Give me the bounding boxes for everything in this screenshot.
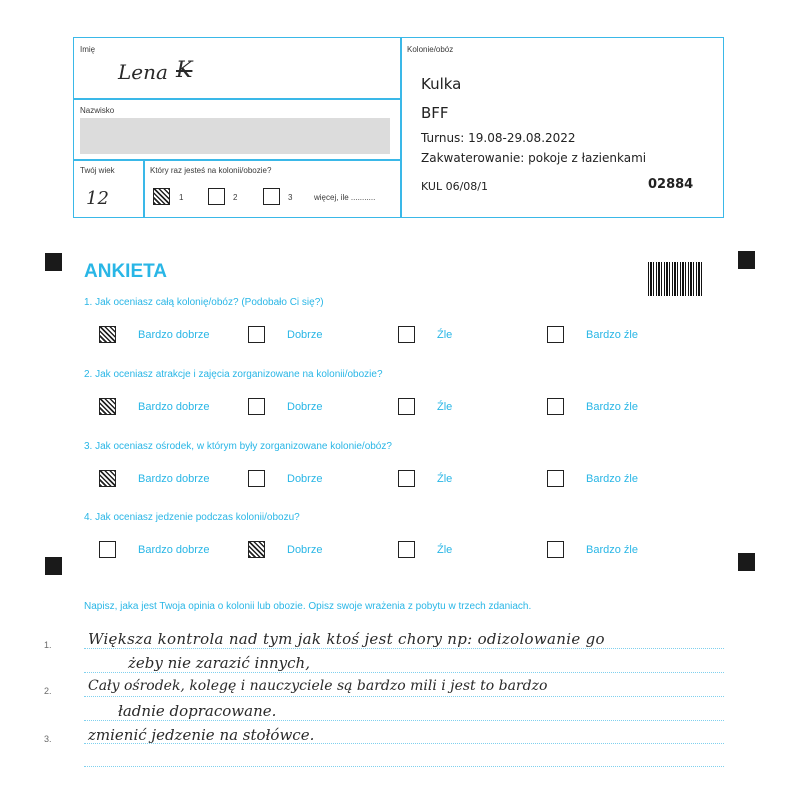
q4-option-label: Bardzo dobrze bbox=[138, 544, 210, 556]
camp-name: Kulka bbox=[421, 75, 462, 93]
q3-option-label: Dobrze bbox=[287, 473, 323, 485]
handwriting-line-4: ładnie dopracowane. bbox=[118, 702, 277, 720]
question-1: 1. Jak oceniasz całą kolonię/obóz? (Podobało Ci się?) bbox=[84, 297, 324, 308]
q4-option-label: Bardzo źle bbox=[586, 544, 638, 556]
camp-count-more: więcej, ile ........... bbox=[314, 193, 376, 202]
divider bbox=[73, 159, 401, 161]
q4-option-label: Źle bbox=[437, 544, 453, 556]
q2-option-label: Dobrze bbox=[287, 401, 323, 413]
q3-checkbox-2[interactable] bbox=[248, 470, 265, 487]
q3-checkbox-3[interactable] bbox=[398, 470, 415, 487]
q1-option-label: Bardzo dobrze bbox=[138, 329, 210, 341]
registration-marker bbox=[738, 553, 755, 571]
question-4: 4. Jak oceniasz jedzenie podczas kolonii/obozu? bbox=[84, 512, 300, 523]
age-label: Twój wiek bbox=[80, 166, 115, 175]
q2-checkbox-1[interactable] bbox=[99, 398, 116, 415]
camp-number: 02884 bbox=[648, 177, 694, 192]
q1-checkbox-2[interactable] bbox=[248, 326, 265, 343]
q4-option-label: Dobrze bbox=[287, 544, 323, 556]
q3-option-label: Źle bbox=[437, 473, 453, 485]
q3-option-label: Bardzo dobrze bbox=[138, 473, 210, 485]
line-number-1: 1. bbox=[44, 640, 52, 650]
q1-checkbox-1[interactable] bbox=[99, 326, 116, 343]
camp-count-checkbox-2[interactable] bbox=[208, 188, 225, 205]
registration-marker bbox=[45, 557, 62, 575]
handwriting-line-2: żeby nie zarazić innych, bbox=[128, 654, 310, 672]
camp-turnus: Turnus: 19.08-29.08.2022 bbox=[421, 131, 576, 145]
q2-checkbox-3[interactable] bbox=[398, 398, 415, 415]
handwriting-line-5: zmienić jedzenie na stołówce. bbox=[88, 726, 315, 744]
camp-group: BFF bbox=[421, 104, 449, 122]
camp-count-option-1: 1 bbox=[179, 193, 184, 202]
divider bbox=[73, 98, 401, 100]
first-name-struck: K bbox=[176, 58, 193, 83]
camp-count-option-3: 3 bbox=[288, 193, 293, 202]
first-name-label: Imię bbox=[80, 45, 96, 54]
camp-count-checkbox-1[interactable] bbox=[153, 188, 170, 205]
divider bbox=[143, 159, 145, 218]
camp-label: Kolonie/obóz bbox=[407, 45, 454, 54]
registration-marker bbox=[738, 251, 755, 269]
writing-line bbox=[84, 672, 724, 673]
q2-option-label: Bardzo dobrze bbox=[138, 401, 210, 413]
surname-redacted bbox=[80, 118, 390, 154]
survey-title: ANKIETA bbox=[84, 261, 168, 282]
camp-count-checkbox-3[interactable] bbox=[263, 188, 280, 205]
q4-checkbox-4[interactable] bbox=[547, 541, 564, 558]
registration-marker bbox=[45, 253, 62, 271]
q4-checkbox-2[interactable] bbox=[248, 541, 265, 558]
writing-line bbox=[84, 720, 724, 721]
camp-count-label: Który raz jesteś na kolonii/obozie? bbox=[150, 166, 272, 175]
line-number-2: 2. bbox=[44, 686, 52, 696]
q4-checkbox-1[interactable] bbox=[99, 541, 116, 558]
divider bbox=[400, 37, 402, 218]
barcode bbox=[648, 262, 703, 296]
writing-line bbox=[84, 648, 724, 649]
q1-option-label: Dobrze bbox=[287, 329, 323, 341]
q1-option-label: Źle bbox=[437, 329, 453, 341]
writing-line bbox=[84, 766, 724, 767]
camp-code: KUL 06/08/1 bbox=[421, 180, 488, 193]
q1-checkbox-4[interactable] bbox=[547, 326, 564, 343]
q1-option-label: Bardzo źle bbox=[586, 329, 638, 341]
opinion-prompt: Napisz, jaka jest Twoja opinia o kolonii lub obozie. Opisz swoje wrażenia z pobytu w trzech zdaniach. bbox=[84, 601, 532, 612]
q2-checkbox-4[interactable] bbox=[547, 398, 564, 415]
q2-option-label: Bardzo źle bbox=[586, 401, 638, 413]
camp-count-option-2: 2 bbox=[233, 193, 238, 202]
surname-label: Nazwisko bbox=[80, 106, 115, 115]
age-value: 12 bbox=[86, 188, 109, 209]
camp-accommodation: Zakwaterowanie: pokoje z łazienkami bbox=[421, 151, 647, 165]
q2-checkbox-2[interactable] bbox=[248, 398, 265, 415]
question-2: 2. Jak oceniasz atrakcje i zajęcia zorganizowane na kolonii/obozie? bbox=[84, 369, 383, 380]
q3-option-label: Bardzo źle bbox=[586, 473, 638, 485]
question-3: 3. Jak oceniasz ośrodek, w którym były zorganizowane kolonie/obóz? bbox=[84, 441, 392, 452]
q2-option-label: Źle bbox=[437, 401, 453, 413]
first-name-value: Lena bbox=[118, 60, 168, 84]
writing-line bbox=[84, 696, 724, 697]
handwriting-line-3: Cały ośrodek, kolegę i nauczyciele są bardzo mili i jest to bardzo bbox=[88, 678, 548, 694]
handwriting-line-1: Większa kontrola nad tym jak ktoś jest chory np: odizolowanie go bbox=[88, 630, 605, 648]
q4-checkbox-3[interactable] bbox=[398, 541, 415, 558]
line-number-3: 3. bbox=[44, 734, 52, 744]
q3-checkbox-4[interactable] bbox=[547, 470, 564, 487]
q1-checkbox-3[interactable] bbox=[398, 326, 415, 343]
q3-checkbox-1[interactable] bbox=[99, 470, 116, 487]
